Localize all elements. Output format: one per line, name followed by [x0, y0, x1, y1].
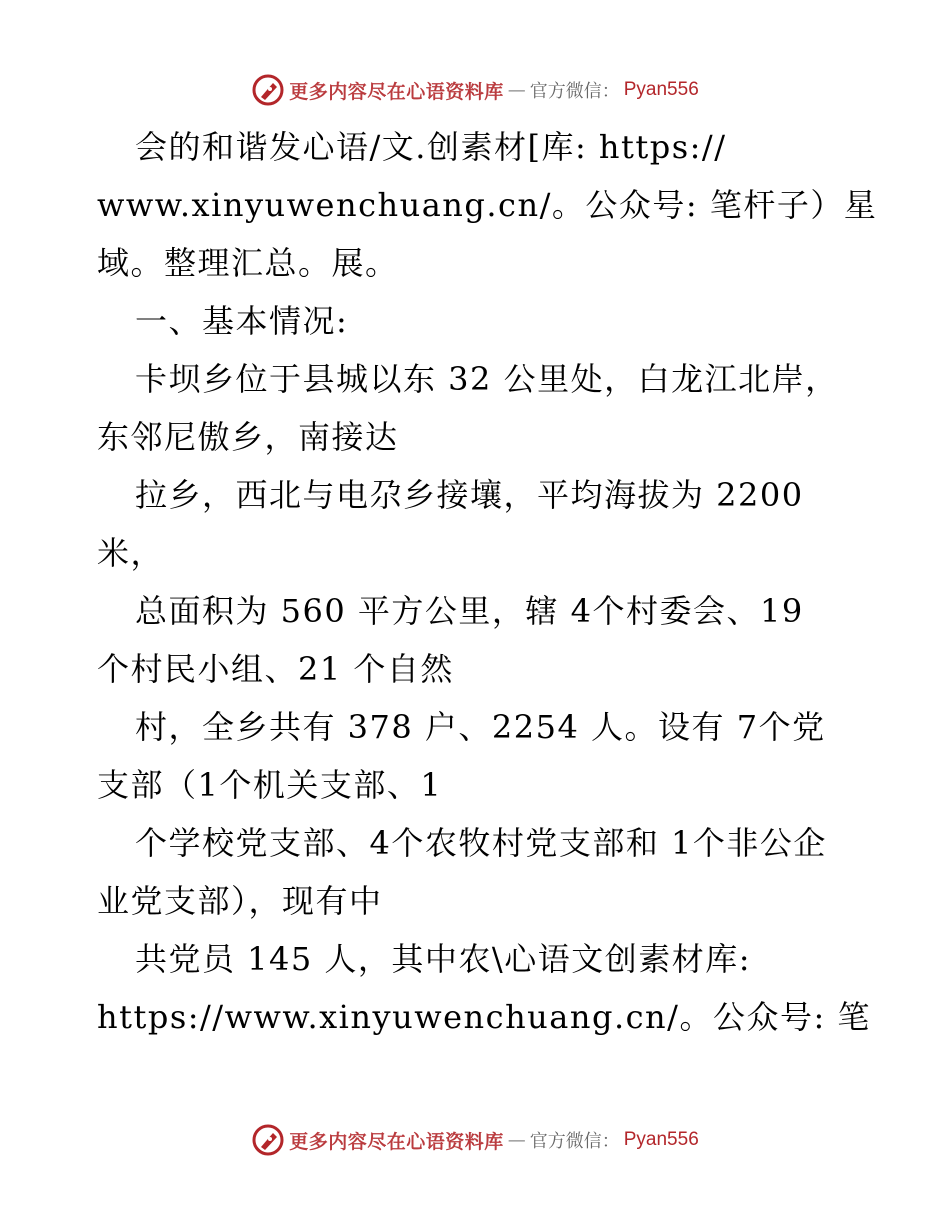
section-heading: 一、基本情况:: [135, 302, 349, 340]
body-line: 共党员 145 人，其中农\心语文创素材库:: [135, 940, 751, 978]
body-line: 村，全乡共有 378 户、2254 人。设有 7个党: [135, 708, 826, 746]
body-line: 域。整理汇总。展。: [97, 244, 399, 282]
footer-banner-inner: [251, 1123, 699, 1157]
header-banner-inner: [251, 73, 699, 107]
header-wechat-label: 官方微信：: [529, 81, 620, 102]
body-line: 业党支部），现有中: [97, 882, 383, 920]
body-line: 个学校党支部、4个农牧村党支部和 1个非公企: [135, 824, 827, 862]
header-wechat-id: Pyan556: [623, 79, 699, 100]
pen-nib-logo-icon: [251, 1123, 285, 1157]
footer-wechat-id: Pyan556: [623, 1129, 699, 1150]
header-banner-text: 更多内容尽在心语资料库: [289, 80, 504, 103]
body-line: 拉乡，西北与电尕乡接壤，平均海拔为 2200: [135, 476, 804, 514]
body-line: 个村民小组、21 个自然: [97, 650, 454, 688]
body-line: 卡坝乡位于县城以东 32 公里处，白龙江北岸，: [135, 360, 839, 398]
pen-nib-logo-icon: [251, 73, 285, 107]
body-line: https://www.xinyuwenchuang.cn/。公众号: 笔: [97, 998, 871, 1036]
footer-banner-separator: —: [507, 1129, 526, 1151]
body-line: 总面积为 560 平方公里，辖 4个村委会、19: [135, 592, 804, 630]
body-line: 东邻尼傲乡，南接达: [97, 418, 399, 456]
body-line: 米，: [97, 534, 165, 572]
body-line: 会的和谐发心语/文.创素材[库: https://: [135, 128, 727, 166]
footer-banner-text: 更多内容尽在心语资料库: [289, 1130, 504, 1153]
body-line: www.xinyuwenchuang.cn/。公众号: 笔杆子）星: [97, 186, 878, 224]
footer-wechat-label: 官方微信：: [529, 1131, 620, 1152]
header-watermark-banner: [0, 70, 950, 110]
body-line: 支部（1个机关支部、1: [97, 766, 443, 804]
footer-watermark-banner: [0, 1120, 950, 1160]
document-body: [97, 118, 878, 1046]
header-banner-separator: —: [507, 79, 526, 101]
